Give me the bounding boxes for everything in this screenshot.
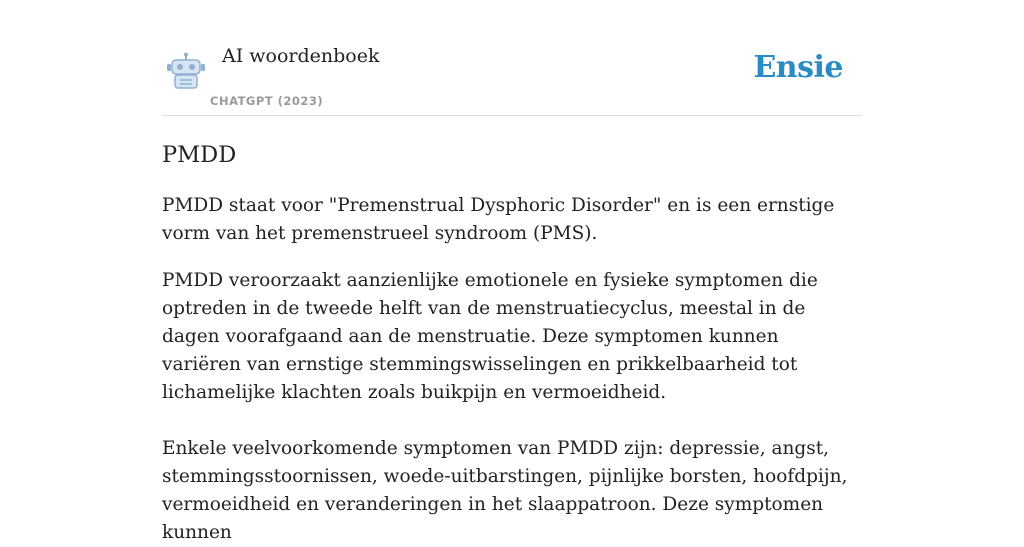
site-title-link[interactable]: AI woordenboek (222, 45, 380, 67)
page (162, 0, 862, 543)
source-label: CHATGPT (2023) (210, 94, 324, 108)
page-header (162, 0, 862, 116)
entry-paragraph: PMDD staat voor "Premenstrual Dysphoric Disorder" en is een ernstige vorm van het premenstrueel syndroom (PMS). (162, 195, 835, 244)
entry-paragraph: Enkele veelvoorkomende symptomen van PMDD zijn: depressie, angst, stemmingsstoornissen, woede-uitbarstingen, pijnlijke borsten, hoofdpijn, vermoeidheid en veranderingen in het slaappatroon. Deze symptomen kunnen (162, 438, 848, 543)
brand-logo-link[interactable]: Ensie (753, 50, 843, 85)
entry-paragraph: PMDD veroorzaakt aanzienlijke emotionele en fysieke symptomen die optreden in de tweede helft van de menstruatiecyclus, meestal in de dagen voorafgaand aan de menstruatie. Deze symptomen kunnen variëren van ernstige stemmingswisselingen en prikkelbaarheid tot lichamelijke klachten zoals buikpijn en vermoeidheid. (162, 270, 818, 403)
robot-icon (166, 52, 206, 90)
entry-term: PMDD (162, 142, 237, 168)
